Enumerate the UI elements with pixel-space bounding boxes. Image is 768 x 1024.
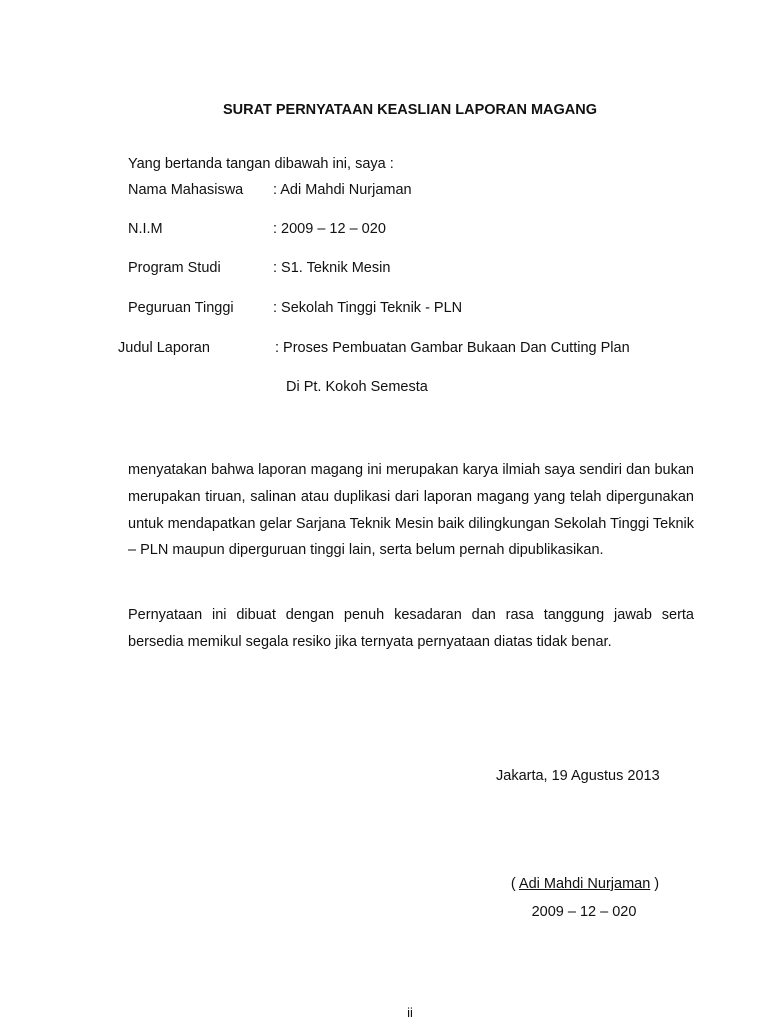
signature-name: Adi Mahdi Nurjaman (518, 876, 651, 892)
signature-nim: 2009 – 12 – 020 (531, 904, 637, 920)
field-label-perguruan-tinggi: Peguruan Tinggi (128, 300, 234, 316)
statement-paragraph: menyatakan bahwa laporan magang ini merupakan karya ilmiah saya sendiri dan bukan merupakan tiruan, salinan atau duplikasi dari laporan magang yang telah dipergunakan untuk mendapatkan gelar Sarjana Teknik Mesin baik dilingkungan Sekolah Tinggi Teknik – PLN maupun diperguruan tinggi lain, serta belum pernah dipublikasikan. (128, 462, 694, 559)
signature-open-paren: ( (510, 876, 519, 892)
declaration-paragraph: Pernyataan ini dibuat dengan penuh kesadaran dan rasa tanggung jawab serta bersedia memikul segala resiko jika ternyata pernyataan diatas tidak benar. (128, 607, 694, 650)
field-value-judul: : Proses Pembuatan Gambar Bukaan Dan Cutting Plan (275, 340, 630, 356)
signature-close-paren: ) (650, 876, 660, 892)
signature-name-line (0, 875, 768, 893)
page-number: ii (407, 1005, 413, 1020)
place-date: Jakarta, 19 Agustus 2013 (496, 768, 660, 784)
field-value-program-studi: : S1. Teknik Mesin (273, 260, 391, 276)
field-value-nim: : 2009 – 12 – 020 (273, 221, 386, 237)
field-value-nama: : Adi Mahdi Nurjaman (273, 182, 412, 198)
field-label-nim: N.I.M (128, 221, 163, 237)
document-title: SURAT PERNYATAAN KEASLIAN LAPORAN MAGANG (222, 102, 598, 118)
field-value-judul-continuation: Di Pt. Kokoh Semesta (286, 379, 428, 395)
field-label-nama: Nama Mahasiswa (128, 182, 244, 198)
field-label-judul: Judul Laporan (118, 340, 210, 356)
intro-line: Yang bertanda tangan dibawah ini, saya : (128, 156, 394, 172)
field-value-perguruan-tinggi: : Sekolah Tinggi Teknik - PLN (273, 300, 463, 316)
field-label-program-studi: Program Studi (128, 260, 221, 276)
